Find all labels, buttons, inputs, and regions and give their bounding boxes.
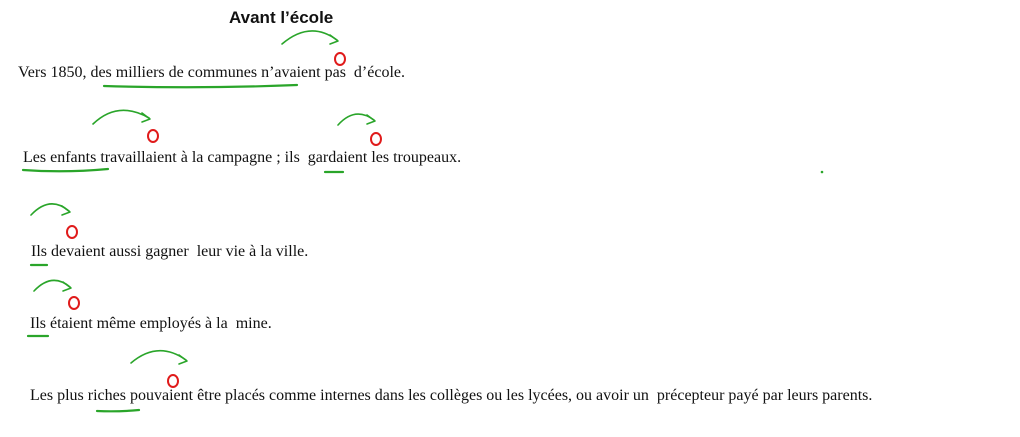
sentence-2 <box>23 148 461 168</box>
stray-dot <box>821 171 824 174</box>
sentence-3 <box>31 242 308 262</box>
sentence-5-subject: riches <box>87 387 126 404</box>
subject-underline-1 <box>104 85 297 87</box>
sentence-2-subject: Les enfants <box>23 149 97 166</box>
arrow-1-icon <box>282 31 337 44</box>
sentence-1-rest: n’avaient pas d’école. <box>257 64 406 81</box>
sentence-5-intro: Les plus <box>30 387 88 404</box>
sentence-2-verb-phrase: travaillaient à la campagne ; <box>96 149 285 166</box>
sentence-5-rest: pouvaient être placés comme internes dans les collèges ou les lycées, ou avoir un précepteur payé par leurs parents. <box>125 387 873 404</box>
arrow-2a-icon <box>93 110 149 124</box>
subject-underline-5 <box>97 410 139 411</box>
sentence-1 <box>18 63 405 83</box>
page-title: Avant l’école <box>229 8 334 27</box>
sentence-2-second-subject: ils <box>284 149 300 166</box>
sentence-1-subject: des milliers de communes <box>90 64 258 81</box>
sentence-3-rest: devaient aussi gagner leur vie à la ville. <box>47 243 309 260</box>
verb-circle-4-icon <box>69 297 79 309</box>
arrowhead-5-icon <box>179 355 187 364</box>
arrow-4-icon <box>34 280 70 291</box>
arrow-2b-icon <box>338 114 374 125</box>
verb-circle-2b-icon <box>371 133 381 145</box>
sentence-1-intro: Vers 1850, <box>18 64 91 81</box>
sentence-5 <box>30 386 872 406</box>
subject-underline-2a <box>23 169 108 171</box>
sentence-4 <box>30 314 272 334</box>
arrowhead-1-icon <box>330 35 338 44</box>
arrowhead-3-icon <box>62 206 70 215</box>
verb-circle-2a-icon <box>148 130 158 142</box>
sentence-3-subject: Ils <box>31 243 47 260</box>
sentence-4-subject: Ils <box>30 315 46 332</box>
arrow-5-icon <box>131 351 186 363</box>
arrow-3-icon <box>31 204 69 215</box>
sentence-4-rest: étaient même employés à la mine. <box>46 315 272 332</box>
arrowhead-2a-icon <box>142 113 150 122</box>
sentence-2-rest: gardaient les troupeaux. <box>299 149 462 166</box>
arrowhead-2b-icon <box>367 115 375 124</box>
verb-circle-3-icon <box>67 226 77 238</box>
arrowhead-4-icon <box>63 282 71 291</box>
